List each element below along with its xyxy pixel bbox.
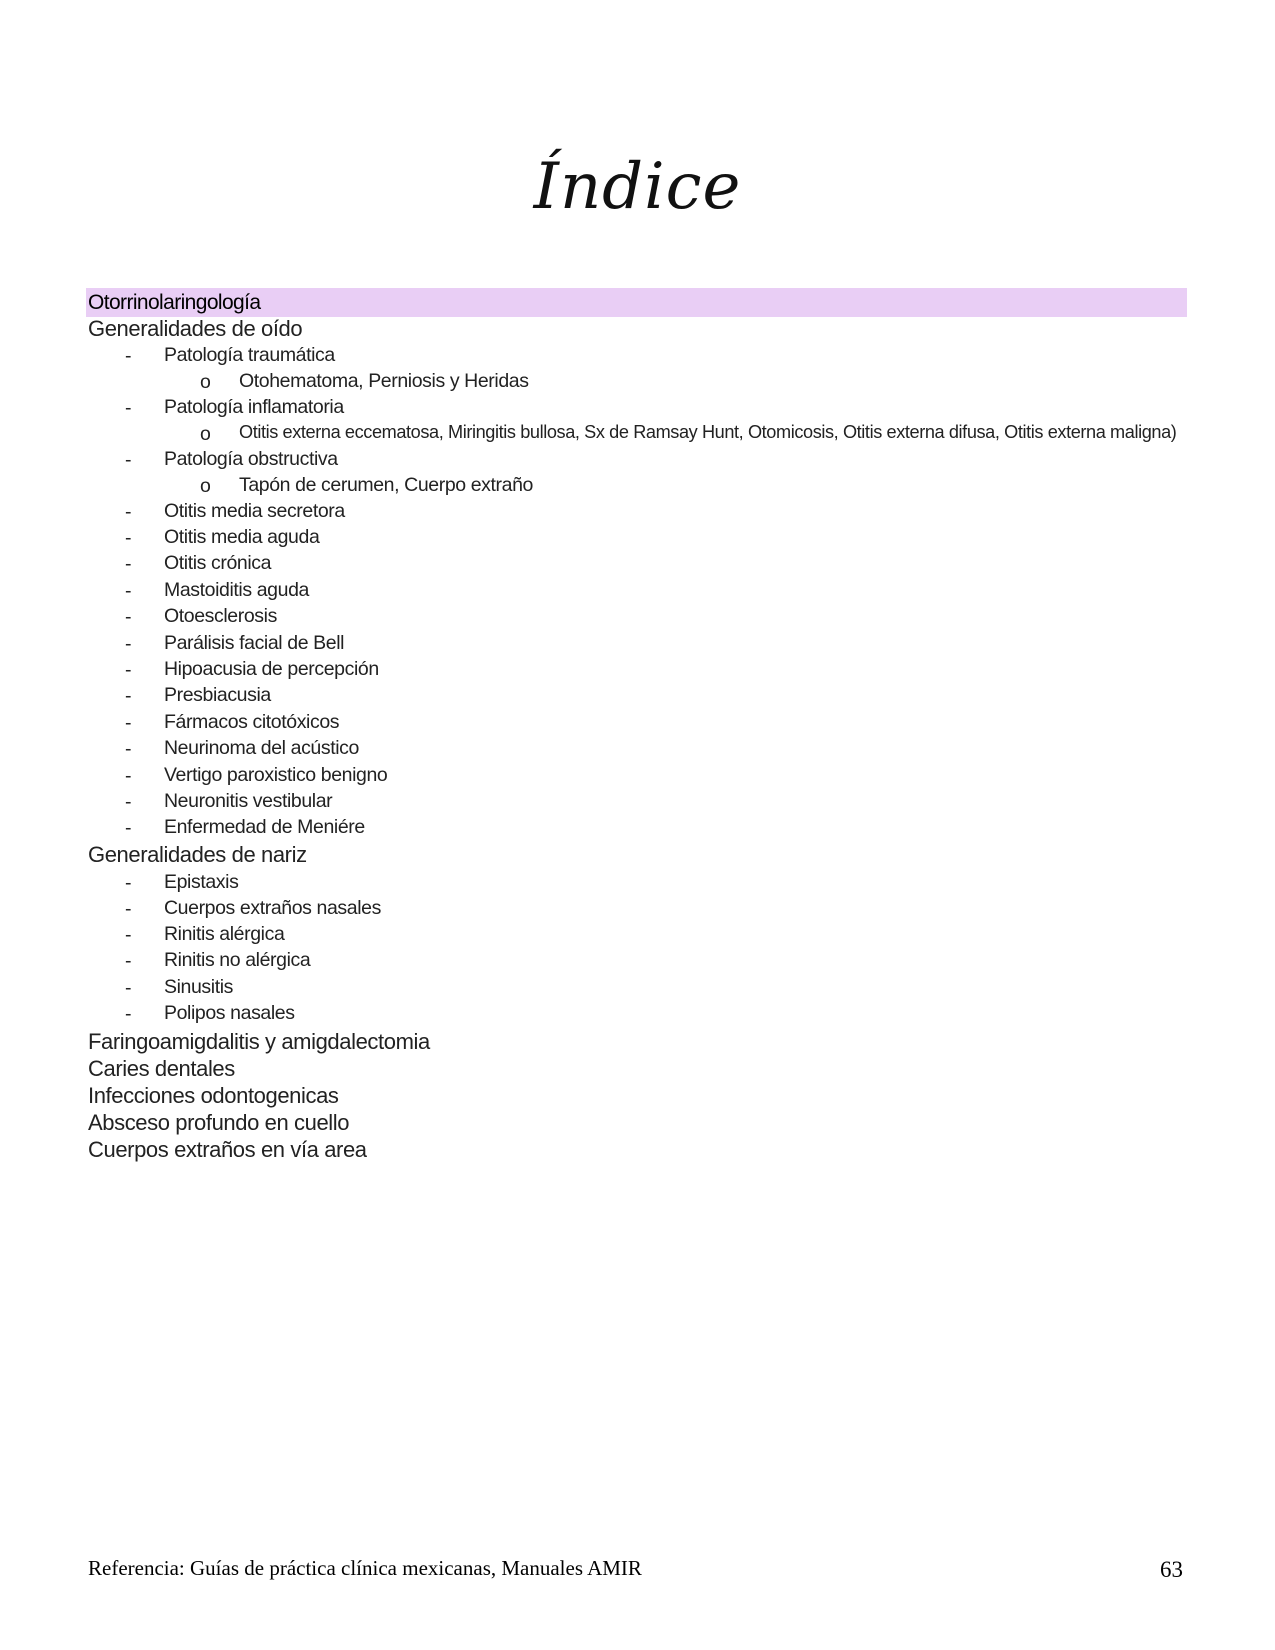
toc-heading: Caries dentales (88, 1056, 235, 1081)
toc-heading: Faringoamigdalitis y amigdalectomia (88, 1029, 430, 1054)
toc-item: Otitis media aguda (164, 526, 320, 548)
toc-item: Presbiacusia (164, 684, 271, 706)
dash-bullet: - (125, 712, 132, 734)
dash-bullet: - (125, 817, 132, 839)
toc-subitem: Otohematoma, Perniosis y Heridas (239, 370, 529, 392)
dash-bullet: - (125, 501, 132, 523)
toc-item: Parálisis facial de Bell (164, 632, 345, 654)
toc-item: Patología obstructiva (164, 448, 338, 470)
toc-item: Epistaxis (164, 871, 239, 893)
circle-bullet: o (200, 423, 211, 445)
dash-bullet: - (125, 924, 132, 946)
toc-item: Patología traumática (164, 344, 335, 366)
circle-bullet: o (200, 371, 211, 393)
dash-bullet: - (125, 659, 132, 681)
dash-bullet: - (125, 685, 132, 707)
toc-item: Neuronitis vestibular (164, 790, 333, 812)
toc-item: Polipos nasales (164, 1002, 295, 1024)
dash-bullet: - (125, 345, 132, 367)
toc-heading: Generalidades de oído (88, 316, 303, 341)
toc-item: Vertigo paroxistico benigno (164, 764, 388, 786)
section-heading: Otorrinolaringología (88, 291, 261, 314)
toc-item: Enfermedad de Meniére (164, 816, 365, 838)
toc-item: Mastoiditis aguda (164, 579, 309, 601)
toc-item: Neurinoma del acústico (164, 737, 359, 759)
toc-heading: Generalidades de nariz (88, 842, 307, 867)
dash-bullet: - (125, 1003, 132, 1025)
dash-bullet: - (125, 898, 132, 920)
toc-item: Rinitis no alérgica (164, 949, 311, 971)
toc-subitem: Otitis externa eccematosa, Miringitis bullosa, Sx de Ramsay Hunt, Otomicosis, Otitis externa difusa, Otitis externa maligna) (239, 422, 1177, 442)
toc-item: Otoesclerosis (164, 605, 277, 627)
dash-bullet: - (125, 633, 132, 655)
dash-bullet: - (125, 606, 132, 628)
dash-bullet: - (125, 738, 132, 760)
toc-heading: Infecciones odontogenicas (88, 1083, 339, 1108)
dash-bullet: - (125, 791, 132, 813)
toc-item: Fármacos citotóxicos (164, 711, 340, 733)
dash-bullet: - (125, 872, 132, 894)
dash-bullet: - (125, 553, 132, 575)
toc-item: Patología inflamatoria (164, 396, 344, 418)
toc-item: Otitis crónica (164, 552, 272, 574)
dash-bullet: - (125, 580, 132, 602)
dash-bullet: - (125, 950, 132, 972)
toc-subitem: Tapón de cerumen, Cuerpo extraño (239, 474, 533, 496)
dash-bullet: - (125, 977, 132, 999)
dash-bullet: - (125, 527, 132, 549)
toc-item: Otitis media secretora (164, 500, 345, 522)
toc-item: Rinitis alérgica (164, 923, 285, 945)
page-number: 63 (1160, 1557, 1183, 1582)
circle-bullet: o (200, 475, 211, 497)
toc-heading: Cuerpos extraños en vía area (88, 1137, 367, 1162)
dash-bullet: - (125, 449, 132, 471)
toc-item: Hipoacusia de percepción (164, 658, 379, 680)
toc-item: Cuerpos extraños nasales (164, 897, 381, 919)
dash-bullet: - (125, 397, 132, 419)
toc-item: Sinusitis (164, 976, 234, 998)
dash-bullet: - (125, 765, 132, 787)
page-title: Índice (533, 150, 742, 224)
footer-reference: Referencia: Guías de práctica clínica mexicanas, Manuales AMIR (88, 1556, 642, 1580)
toc-heading: Absceso profundo en cuello (88, 1110, 350, 1135)
